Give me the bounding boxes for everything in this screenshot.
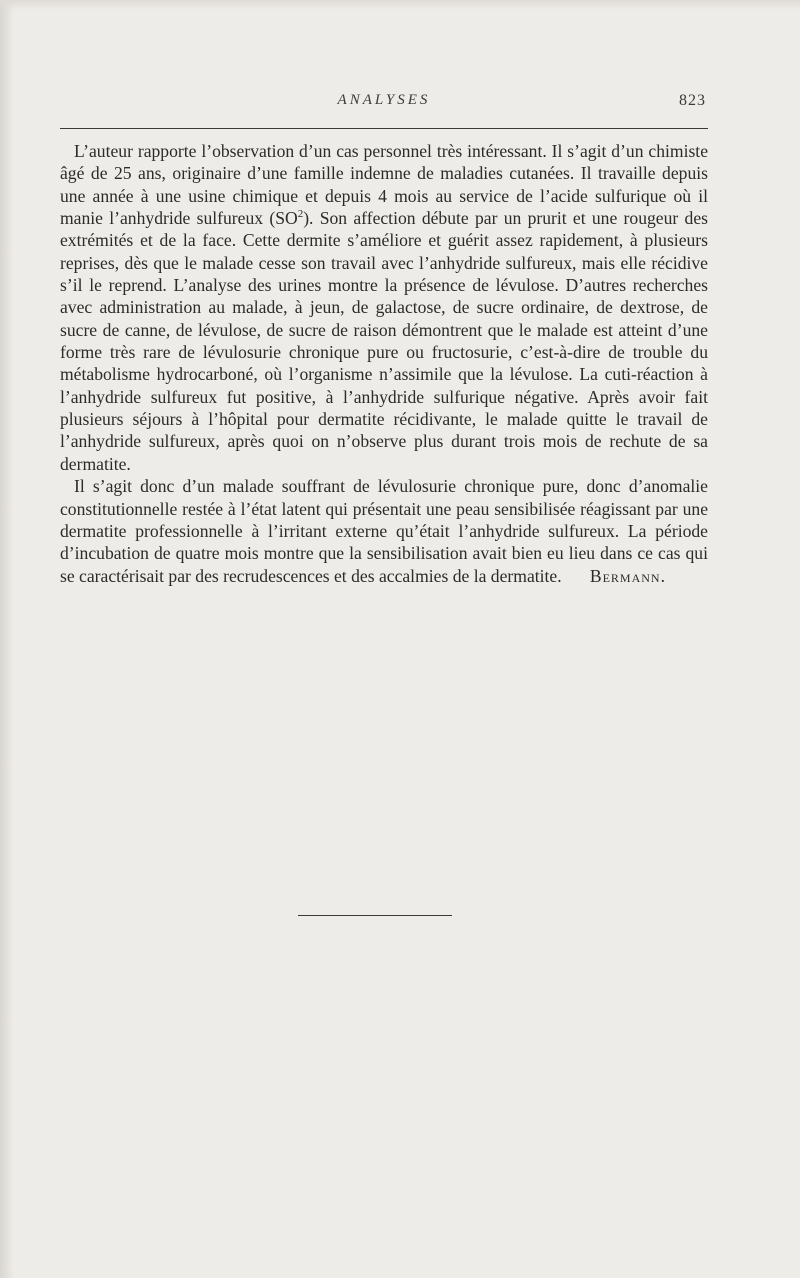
- paragraph-1: [60, 140, 708, 475]
- paragraph-2: [60, 475, 708, 587]
- paragraph-1-text-end: ). Son affection débute par un prurit et une rougeur des extrémités et de la face. Cette dermite s’améliore et guérit assez rapidement, à plusieurs reprises, dès que le malade cesse son travail avec l’anhydride sulfureux, mais elle récidive s’il le reprend. L’analyse des urines montre la présence de lévulose. D’autres recherches avec administration au malade, à jeun, de galactose, de sucre ordinaire, de dextrose, de sucre de canne, de lévulose, de sucre de raison démontrent que le malade est atteint d’une forme très rare de lévulosurie chronique pure ou fructosurie, c’est-à-dire de trouble du métabolisme hydrocarboné, où l’organisme n’assimile que la lévulose. La cuti-réaction à l’anhydride sulfureux fut positive, à l’anhydride sulfurique négative. Après avoir fait plusieurs séjours à l’hôpital pour dermatite récidivante, le malade quitte le travail de l’anhydride sulfureux, après quoi on n’observe plus durant trois mois de rechute de sa dermatite.: [60, 208, 708, 474]
- page-edge-shadow: [0, 0, 14, 1278]
- superscript: 2: [297, 208, 304, 221]
- paragraph-2-text: Il s’agit donc d’un malade souffrant de lévulosurie chronique pure, donc d’anomalie constitutionnelle restée à l’état latent qui présentait une peau sensibilisée réagissant par une dermatite professionnelle à l’irritant externe qu’était l’anhydride sulfureux. La période d’incubation de quatre mois montre que la sensibilisation avait bien eu lieu dans ce cas qui se caractérisait par des recrudescences et des accalmies de la dermatite.: [60, 476, 708, 586]
- author-signature: Bermann.: [589, 565, 666, 586]
- paragraph-1-text: L’auteur rapporte l’observation d’un cas personnel très intéressant. Il s’agit d’un chimiste âgé de 25 ans, originaire d’une famille indemne de maladies cutanées. Il travaille depuis une année à une usine chimique et depuis 4 mois au service de l’acide sulfurique où il manie l’anhydride sulfureux (SO: [60, 141, 708, 229]
- page-top-shadow: [0, 0, 800, 10]
- running-title: ANALYSES: [337, 92, 431, 108]
- article-body: [60, 140, 708, 587]
- header-rule: [60, 128, 708, 129]
- running-header: [60, 90, 708, 114]
- section-end-rule: [298, 915, 452, 916]
- page-number: 823: [679, 92, 706, 109]
